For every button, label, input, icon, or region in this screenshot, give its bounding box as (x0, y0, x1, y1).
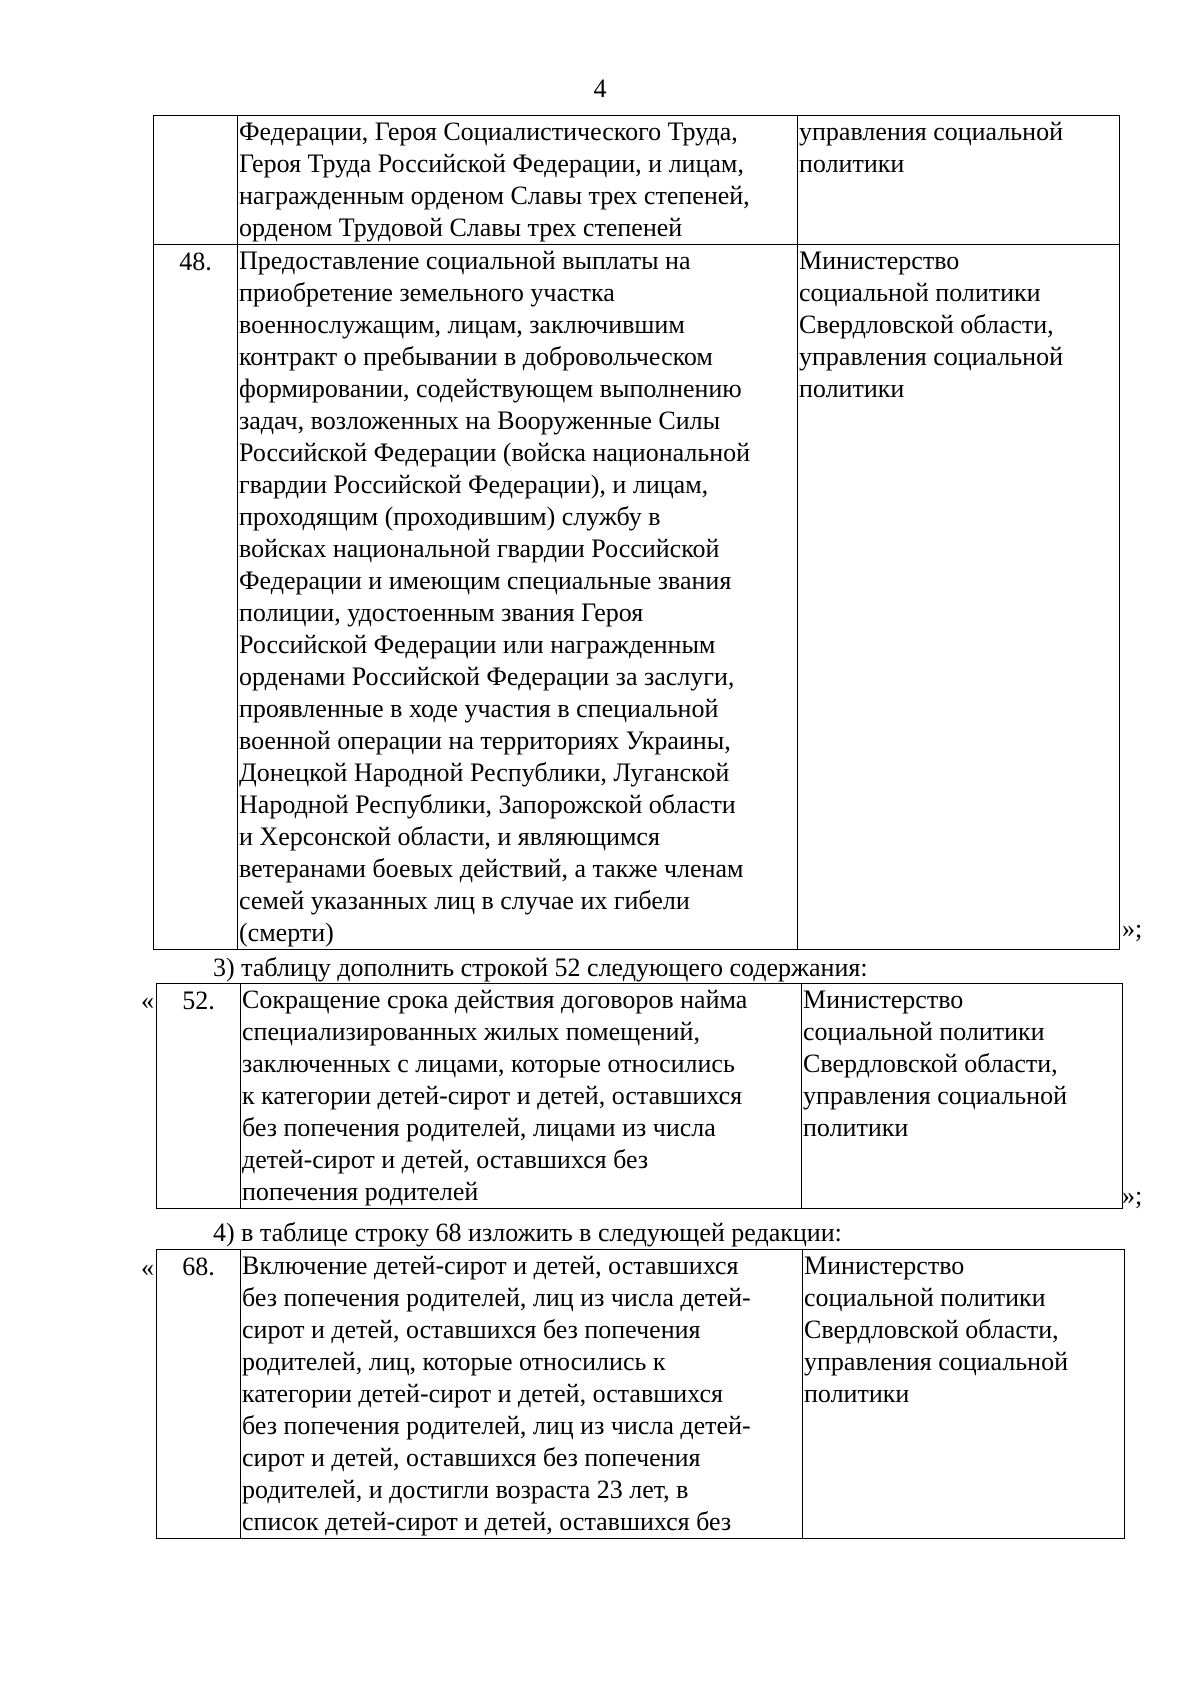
org-line: управления социальной (803, 1081, 1067, 1110)
text-line: орденами Российской Федерации за заслуги, (239, 662, 735, 691)
text-line: без попечения родителей, лиц из числа детей- (242, 1411, 751, 1440)
table-row-68 (157, 1250, 1125, 1539)
text-line: полиции, удостоенным звания Героя (239, 598, 644, 627)
table-row-52-block (156, 983, 1123, 1209)
table-main (153, 115, 1120, 950)
org-line: Свердловской области, (803, 1049, 1058, 1078)
text-line: родителей, и достигли возраста 23 лет, в (242, 1475, 689, 1504)
text-line: проявленные в ходе участия в специальной (239, 694, 719, 723)
text-line: специализированных жилых помещений, (242, 1017, 700, 1046)
text-line: без попечения родителей, лицами из числа (242, 1113, 716, 1142)
org-line: социальной политики (803, 1017, 1045, 1046)
text-line: Федерации, Героя Социалистического Труда, (239, 117, 738, 146)
org-line: Свердловской области, (799, 310, 1054, 339)
responsible-org-cell (802, 984, 1123, 1209)
org-line: Министерство (803, 985, 964, 1014)
text-line: Федерации и имеющим специальные звания (239, 566, 732, 595)
service-name-cell (241, 984, 802, 1209)
opening-quote-mark: « (141, 1253, 154, 1282)
text-line: военнослужащим, лицам, заключившим (239, 310, 685, 339)
text-line: Включение детей-сирот и детей, оставшихся (242, 1251, 739, 1280)
org-line: Министерство (799, 246, 960, 275)
text-line: сирот и детей, оставшихся без попечения (242, 1315, 701, 1344)
row-number-cell: 68. (157, 1250, 241, 1539)
text-line: семей указанных лиц в случае их гибели (239, 886, 690, 915)
text-line: задач, возложенных на Вооруженные Силы (239, 406, 721, 435)
text-line: Народной Республики, Запорожской области (239, 790, 736, 819)
text-line: категории детей-сирот и детей, оставшихся (242, 1379, 723, 1408)
org-line: Министерство (804, 1251, 965, 1280)
service-name-cell (238, 116, 798, 245)
text-line: сирот и детей, оставшихся без попечения (242, 1443, 701, 1472)
org-line: политики (799, 149, 905, 178)
closing-quote-mark: »; (1122, 914, 1143, 943)
text-line: военной операции на территориях Украины, (239, 726, 731, 755)
text-line: Сокращение срока действия договоров найма (242, 985, 748, 1014)
closing-quote-mark: »; (1122, 1181, 1143, 1210)
text-line: попечения родителей (242, 1177, 479, 1206)
table-row-52 (157, 984, 1123, 1209)
opening-quote-mark: « (141, 986, 154, 1015)
table-row-68-block (156, 1249, 1125, 1539)
paragraph-3: 3) таблицу дополнить строкой 52 следующего содержания: (213, 953, 868, 982)
text-line: и Херсонской области, и являющимся (239, 822, 660, 851)
row-number-cell: 48. (154, 245, 238, 950)
text-line: детей-сирот и детей, оставшихся без (242, 1145, 649, 1174)
text-line: Донецкой Народной Республики, Луганской (239, 758, 730, 787)
text-line: награжденным орденом Славы трех степеней, (239, 181, 750, 210)
text-line: к категории детей-сирот и детей, оставшихся (242, 1081, 743, 1110)
text-line: Российской Федерации или награжденным (239, 630, 716, 659)
org-line: политики (799, 374, 905, 403)
text-line: приобретение земельного участка (239, 278, 615, 307)
text-line: проходящим (проходившим) службу в (239, 502, 661, 531)
service-name-cell (241, 1250, 803, 1539)
row-number-cell: 52. (157, 984, 241, 1209)
org-line: Свердловской области, (804, 1315, 1059, 1344)
row-number-cell (154, 116, 238, 245)
text-line: (смерти) (239, 918, 334, 947)
text-line: ветеранами боевых действий, а также членам (239, 854, 744, 883)
responsible-org-cell (798, 116, 1120, 245)
text-line: орденом Трудовой Славы трех степеней (239, 213, 683, 242)
page-number: 4 (593, 74, 607, 103)
text-line: без попечения родителей, лиц из числа детей- (242, 1283, 751, 1312)
text-line: список детей-сирот и детей, оставшихся без (242, 1507, 732, 1536)
org-line: политики (803, 1113, 909, 1142)
text-line: родителей, лиц, которые относились к (242, 1347, 666, 1376)
table-row-48 (154, 245, 1120, 950)
org-line: управления социальной (799, 117, 1063, 146)
service-name-cell (238, 245, 798, 950)
table-row-continued (154, 116, 1120, 245)
org-line: политики (804, 1379, 910, 1408)
text-line: гвардии Российской Федерации), и лицам, (239, 470, 709, 499)
responsible-org-cell (803, 1250, 1125, 1539)
org-line: социальной политики (799, 278, 1041, 307)
org-line: управления социальной (804, 1347, 1068, 1376)
org-line: социальной политики (804, 1283, 1046, 1312)
org-line: управления социальной (799, 342, 1063, 371)
text-line: Российской Федерации (войска национальной (239, 438, 751, 467)
text-line: Героя Труда Российской Федерации, и лицам, (239, 149, 744, 178)
text-line: формировании, содействующем выполнению (239, 374, 742, 403)
text-line: заключенных с лицами, которые относились (242, 1049, 735, 1078)
text-line: войсках национальной гвардии Российской (239, 534, 720, 563)
responsible-org-cell (798, 245, 1120, 950)
text-line: контракт о пребывании в добровольческом (239, 342, 713, 371)
paragraph-4: 4) в таблице строку 68 изложить в следующей редакции: (213, 1218, 842, 1247)
text-line: Предоставление социальной выплаты на (239, 246, 691, 275)
